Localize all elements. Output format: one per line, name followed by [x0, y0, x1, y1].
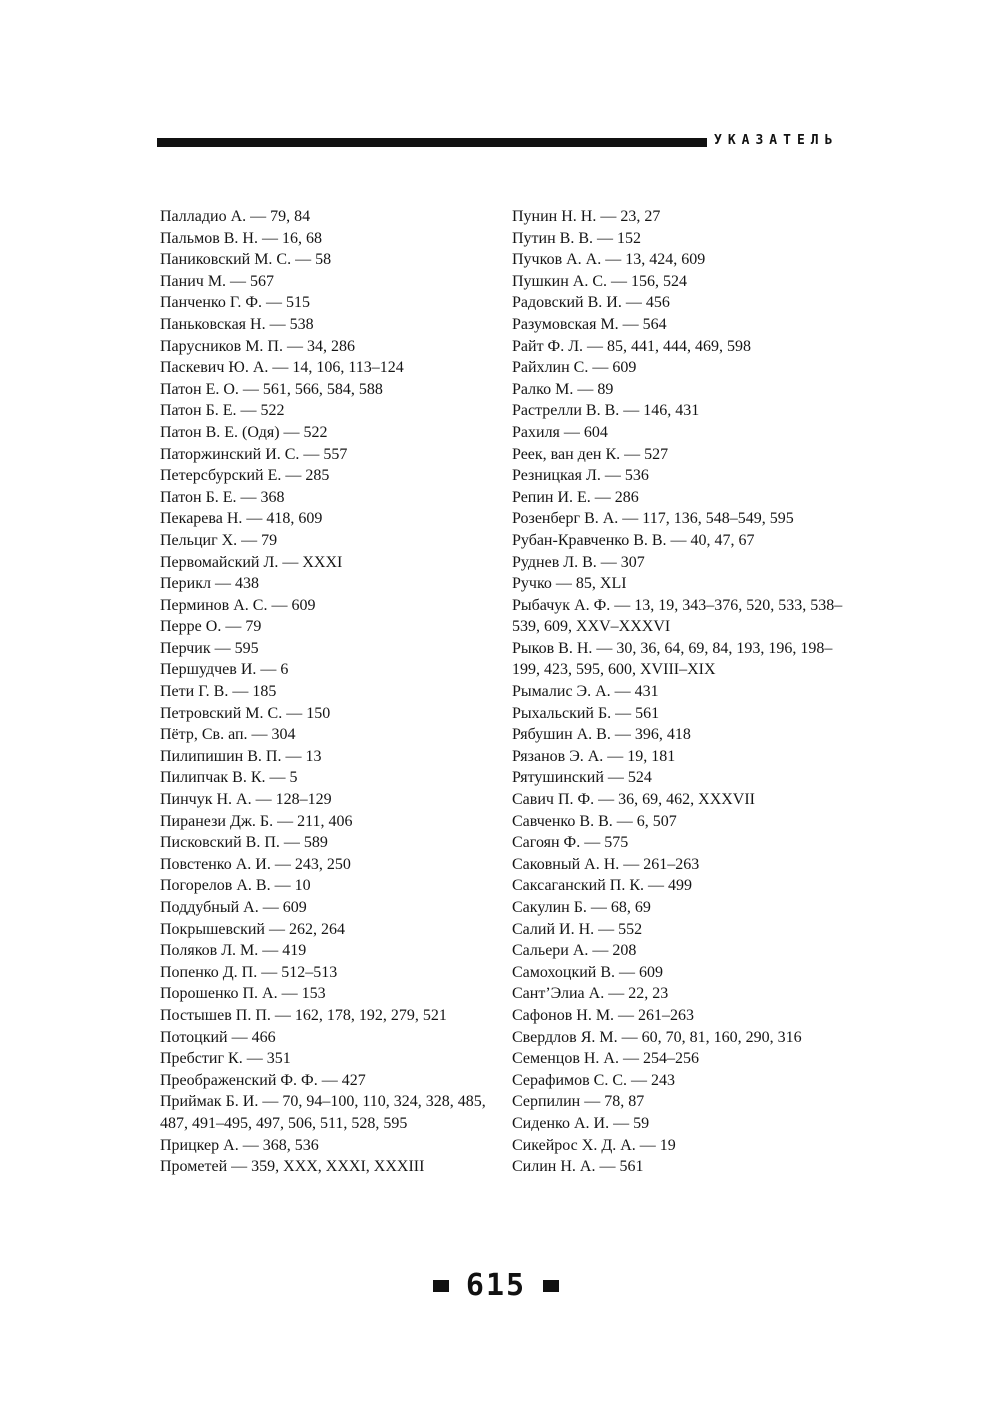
index-entry: Панченко Г. Ф. — 515	[160, 294, 310, 312]
index-entry: Свердлов Я. М. — 60, 70, 81, 160, 290, 316	[512, 1028, 802, 1046]
index-entry: Райт Ф. Л. — 85, 441, 444, 469, 598	[512, 337, 752, 355]
index-entry: Попенко Д. П. — 512–513	[160, 963, 338, 981]
index-entry: Рябушин А. В. — 396, 418	[512, 726, 691, 744]
index-entry: Савич П. Ф. — 36, 69, 462, XXXVII	[512, 791, 756, 809]
index-entry: Сафонов Н. М. — 261–263	[512, 1006, 695, 1024]
running-header-title: УКАЗАТЕЛЬ	[714, 133, 839, 148]
index-entry: Серафимов С. С. — 243	[512, 1071, 676, 1089]
index-entry: Сагоян Ф. — 575	[512, 834, 629, 852]
index-entry: Радовский В. И. — 456	[512, 294, 670, 312]
index-column-right	[512, 206, 852, 1178]
index-entry: Рыбачук А. Ф. — 13, 19, 343–376, 520, 533, 538–539, 609, XXV–XXXVI	[512, 596, 843, 636]
index-entry: Петровский М. С. — 150	[160, 704, 331, 722]
index-entry: Пети Г. В. — 185	[160, 683, 277, 701]
index-entry: Реек, ван ден К. — 527	[512, 445, 669, 463]
index-entry: Пётр, Св. ап. — 304	[160, 726, 296, 744]
index-entry: Самохоцкий В. — 609	[512, 963, 664, 981]
index-entry: Савченко В. В. — 6, 507	[512, 812, 677, 830]
index-entry: Пушкин А. С. — 156, 524	[512, 272, 687, 290]
index-entry: Путин В. В. — 152	[512, 229, 642, 247]
index-entry: Пунин Н. Н. — 23, 27	[512, 208, 661, 225]
index-entry: Преображенский Ф. Ф. — 427	[160, 1071, 366, 1089]
index-entry: Поддубный А. — 609	[160, 899, 307, 916]
index-entry: Сиденко А. И. — 59	[512, 1114, 650, 1132]
index-entry: Покрышевский — 262, 264	[160, 920, 345, 938]
index-entry: Рахиля — 604	[512, 423, 608, 441]
index-entry: Патон Е. О. — 561, 566, 584, 588	[160, 380, 383, 398]
index-entry: Сант’Элиа А. — 22, 23	[512, 985, 669, 1003]
index-entry: Писковский В. П. — 589	[160, 834, 328, 852]
index-entry: Перре О. — 79	[160, 618, 262, 636]
index-entry: Серпилин — 78, 87	[512, 1093, 645, 1111]
square-ornament-icon	[543, 1280, 559, 1292]
index-entry: Сакулин Б. — 68, 69	[512, 899, 651, 916]
index-entry: Повстенко А. И. — 243, 250	[160, 855, 351, 873]
index-entry: Панич М. — 567	[160, 272, 275, 290]
square-ornament-icon	[433, 1280, 449, 1292]
index-entry: Рыхальский Б. — 561	[512, 704, 660, 722]
index-entry: Разумовская М. — 564	[512, 315, 667, 333]
index-entry: Прицкер А. — 368, 536	[160, 1136, 319, 1154]
index-entry: Резницкая Л. — 536	[512, 467, 649, 485]
index-entry: Руднев Л. В. — 307	[512, 553, 645, 571]
index-entry: Пилипишин В. П. — 13	[160, 747, 322, 765]
index-entry: Паторжинский И. С. — 557	[160, 445, 348, 463]
index-entry: Семенцов Н. А. — 254–256	[512, 1050, 699, 1068]
index-entry: Пучков А. А. — 13, 424, 609	[512, 251, 706, 269]
index-entry: Саксаганский П. К. — 499	[512, 877, 692, 895]
index-entry: Пекарева Н. — 418, 609	[160, 510, 323, 528]
index-entry: Пальмов В. Н. — 16, 68	[160, 229, 322, 247]
index-entry: Первомайский Л. — XXXI	[160, 553, 343, 571]
index-entry: Сальери А. — 208	[512, 942, 637, 960]
index-column-left	[160, 206, 505, 1178]
index-entry: Першудчев И. — 6	[160, 661, 289, 679]
index-entry: Рыков В. Н. — 30, 36, 64, 69, 84, 193, 196, 198–199, 423, 595, 600, XVIII–XIX	[512, 639, 833, 679]
index-entry: Петерсбурский Е. — 285	[160, 467, 330, 485]
index-entry: Потоцкий — 466	[160, 1028, 276, 1046]
index-entry: Приймак Б. И. — 70, 94–100, 110, 324, 328, 485, 487, 491–495, 497, 506, 511, 528, 595	[160, 1093, 486, 1132]
index-entry: Паскевич Ю. А. — 14, 106, 113–124	[160, 359, 404, 377]
index-entry: Паньковская Н. — 538	[160, 315, 314, 333]
index-entry: Рымалис Э. А. — 431	[512, 683, 659, 701]
index-entry: Прометей — 359, XXX, XXXI, XXXIII	[160, 1158, 425, 1176]
index-entry: Патон В. Е. (Одя) — 522	[160, 423, 328, 441]
index-entry: Паниковский М. С. — 58	[160, 251, 332, 269]
index-entry: Силин Н. А. — 561	[512, 1158, 644, 1176]
index-entry: Перикл — 438	[160, 575, 259, 593]
header-rule	[157, 138, 707, 147]
index-entry: Постышев П. П. — 162, 178, 192, 279, 521	[160, 1006, 447, 1024]
index-entry: Парусников М. П. — 34, 286	[160, 337, 355, 355]
index-entry: Пребстиг К. — 351	[160, 1050, 291, 1068]
index-entry: Погорелов А. В. — 10	[160, 877, 311, 895]
index-entry: Ручко — 85, XLI	[512, 575, 627, 593]
index-entry: Пилипчак В. К. — 5	[160, 769, 298, 787]
index-entry: Репин И. Е. — 286	[512, 488, 639, 506]
index-entry: Рубан-Кравченко В. В. — 40, 47, 67	[512, 531, 755, 549]
index-entry: Пинчук Н. А. — 128–129	[160, 791, 332, 809]
index-entry: Порошенко П. А. — 153	[160, 985, 326, 1003]
index-entry: Салий И. Н. — 552	[512, 920, 643, 938]
index-entry: Перминов А. С. — 609	[160, 596, 316, 614]
index-entry: Поляков Л. М. — 419	[160, 942, 307, 960]
index-entry: Патон Б. Е. — 368	[160, 488, 285, 506]
index-entry: Рязанов Э. А. — 19, 181	[512, 747, 676, 765]
index-entry: Пельциг Х. — 79	[160, 531, 278, 549]
page-footer	[0, 1268, 992, 1303]
index-entry: Рятушинский — 524	[512, 769, 652, 787]
index-entry: Сикейрос Х. Д. А. — 19	[512, 1136, 676, 1154]
index-entry: Саковный А. Н. — 261–263	[512, 855, 700, 873]
index-entry: Пиранези Дж. Б. — 211, 406	[160, 812, 353, 830]
index-entry: Палладио А. — 79, 84	[160, 208, 311, 225]
index-entry: Ралко М. — 89	[512, 380, 614, 398]
index-entry: Розенберг В. А. — 117, 136, 548–549, 595	[512, 510, 794, 528]
index-entry: Перчик — 595	[160, 639, 259, 657]
page-number: 615	[465, 1268, 527, 1303]
index-entry: Райхлин С. — 609	[512, 359, 637, 377]
index-entry: Растрелли В. В. — 146, 431	[512, 402, 700, 420]
index-entry: Патон Б. Е. — 522	[160, 402, 285, 420]
